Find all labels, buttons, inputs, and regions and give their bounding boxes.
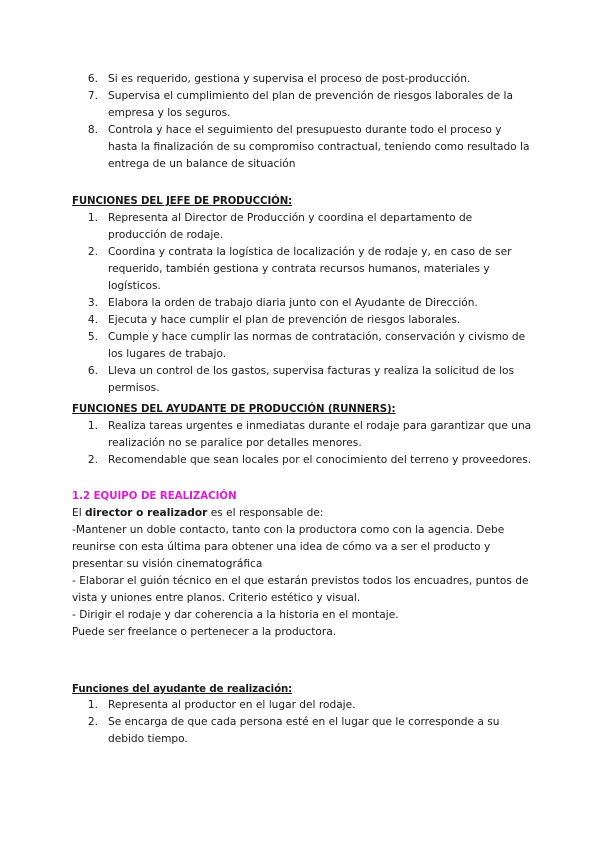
list-item [72,210,532,244]
list-text: Elabora la orden de trabajo diaria junto con el Ayudante de Dirección. [108,297,478,309]
section-body [72,505,532,641]
list-text: Supervisa el cumplimiento del plan de prevención de riesgos laborales de la empresa y los seguros. [108,90,513,119]
list-text: Se encarga de que cada persona esté en el lugar que le corresponde a su debido tiempo. [108,716,500,745]
list-number: 6. [87,365,98,377]
paragraph: - Elaborar el guión técnico en el que estarán previstos todos los encuadres, puntos de vista y uniones entre planos. Criterio estético y visual. [72,575,529,604]
list-item [72,452,532,469]
list-text: Recomendable que sean locales por el conocimiento del terreno y proveedores. [108,454,532,466]
list-item [72,418,532,452]
list-text: Si es requerido, gestiona y supervisa el proceso de post-producción. [108,73,471,85]
list-number: 4. [87,314,98,326]
list-text: Lleva un control de los gastos, supervisa facturas y realiza la solicitud de los permisos. [108,365,515,394]
list-number: 8. [87,124,98,136]
list-number: 1. [87,212,98,224]
heading-jefe-produccion: FUNCIONES DEL JEFE DE PRODUCCIÓN: [72,196,293,207]
list-text: Controla y hace el seguimiento del presupuesto durante todo el proceso y hasta la finalización de su compromiso contractual, teniendo como resultado la entrega de un balance de situación [108,124,530,170]
list-item [72,363,532,397]
list-continued [72,71,532,173]
list-ayudante-produccion [72,418,532,469]
list-number: 5. [87,331,98,343]
section-title: 1.2 EQUIPO DE REALIZACIÓN [72,491,237,502]
list-text: Ejecuta y hace cumplir el plan de prevención de riesgos laborales. [108,314,461,326]
intro-paragraph [72,505,532,522]
list-item [72,122,532,173]
list-text: Cumple y hace cumplir las normas de contratación, conservación y civismo de los lugares de trabajo. [108,331,526,360]
list-number: 2. [87,454,98,466]
list-item [72,714,532,748]
list-number: 7. [87,90,98,102]
heading-ayudante-produccion: FUNCIONES DEL AYUDANTE DE PRODUCCIÓN (RUNNERS): [72,404,396,415]
list-item [72,312,532,329]
list-number: 1. [87,420,98,432]
list-item [72,697,532,714]
intro-bold: director o realizador [85,507,208,519]
paragraph: - Dirigir el rodaje y dar coherencia a la historia en el montaje. [72,609,399,621]
list-ayudante-realizacion [72,697,532,748]
list-number: 1. [87,699,98,711]
intro-post: es el responsable de: [207,507,324,519]
list-item [72,295,532,312]
list-text: Realiza tareas urgentes e inmediatas durante el rodaje para garantizar que una realización no se paralice por detalles menores. [108,420,532,449]
heading-ayudante-realizacion: Funciones del ayudante de realización: [72,684,293,695]
list-item [72,329,532,363]
list-number: 3. [87,297,98,309]
list-text: Coordina y contrata la logística de localización y de rodaje y, en caso de ser requerido, también gestiona y contrata recursos humanos, materiales y logísticos. [108,246,512,292]
paragraph: Puede ser freelance o pertenecer a la productora. [72,626,337,638]
list-item [72,244,532,295]
list-text: Representa al productor en el lugar del rodaje. [108,699,356,711]
list-number: 2. [87,716,98,728]
paragraph: -Mantener un doble contacto, tanto con la productora como con la agencia. Debe reunirse con esta última para obtener una idea de cómo va a ser el producto y presentar su visión cinematográfica [72,524,505,570]
list-text: Representa al Director de Producción y coordina el departamento de producción de rodaje. [108,212,473,241]
intro-pre: El [72,507,86,519]
list-item [72,88,532,122]
list-item [72,71,532,88]
list-number: 2. [87,246,98,258]
list-number: 6. [87,73,98,85]
list-jefe-produccion [72,210,532,397]
